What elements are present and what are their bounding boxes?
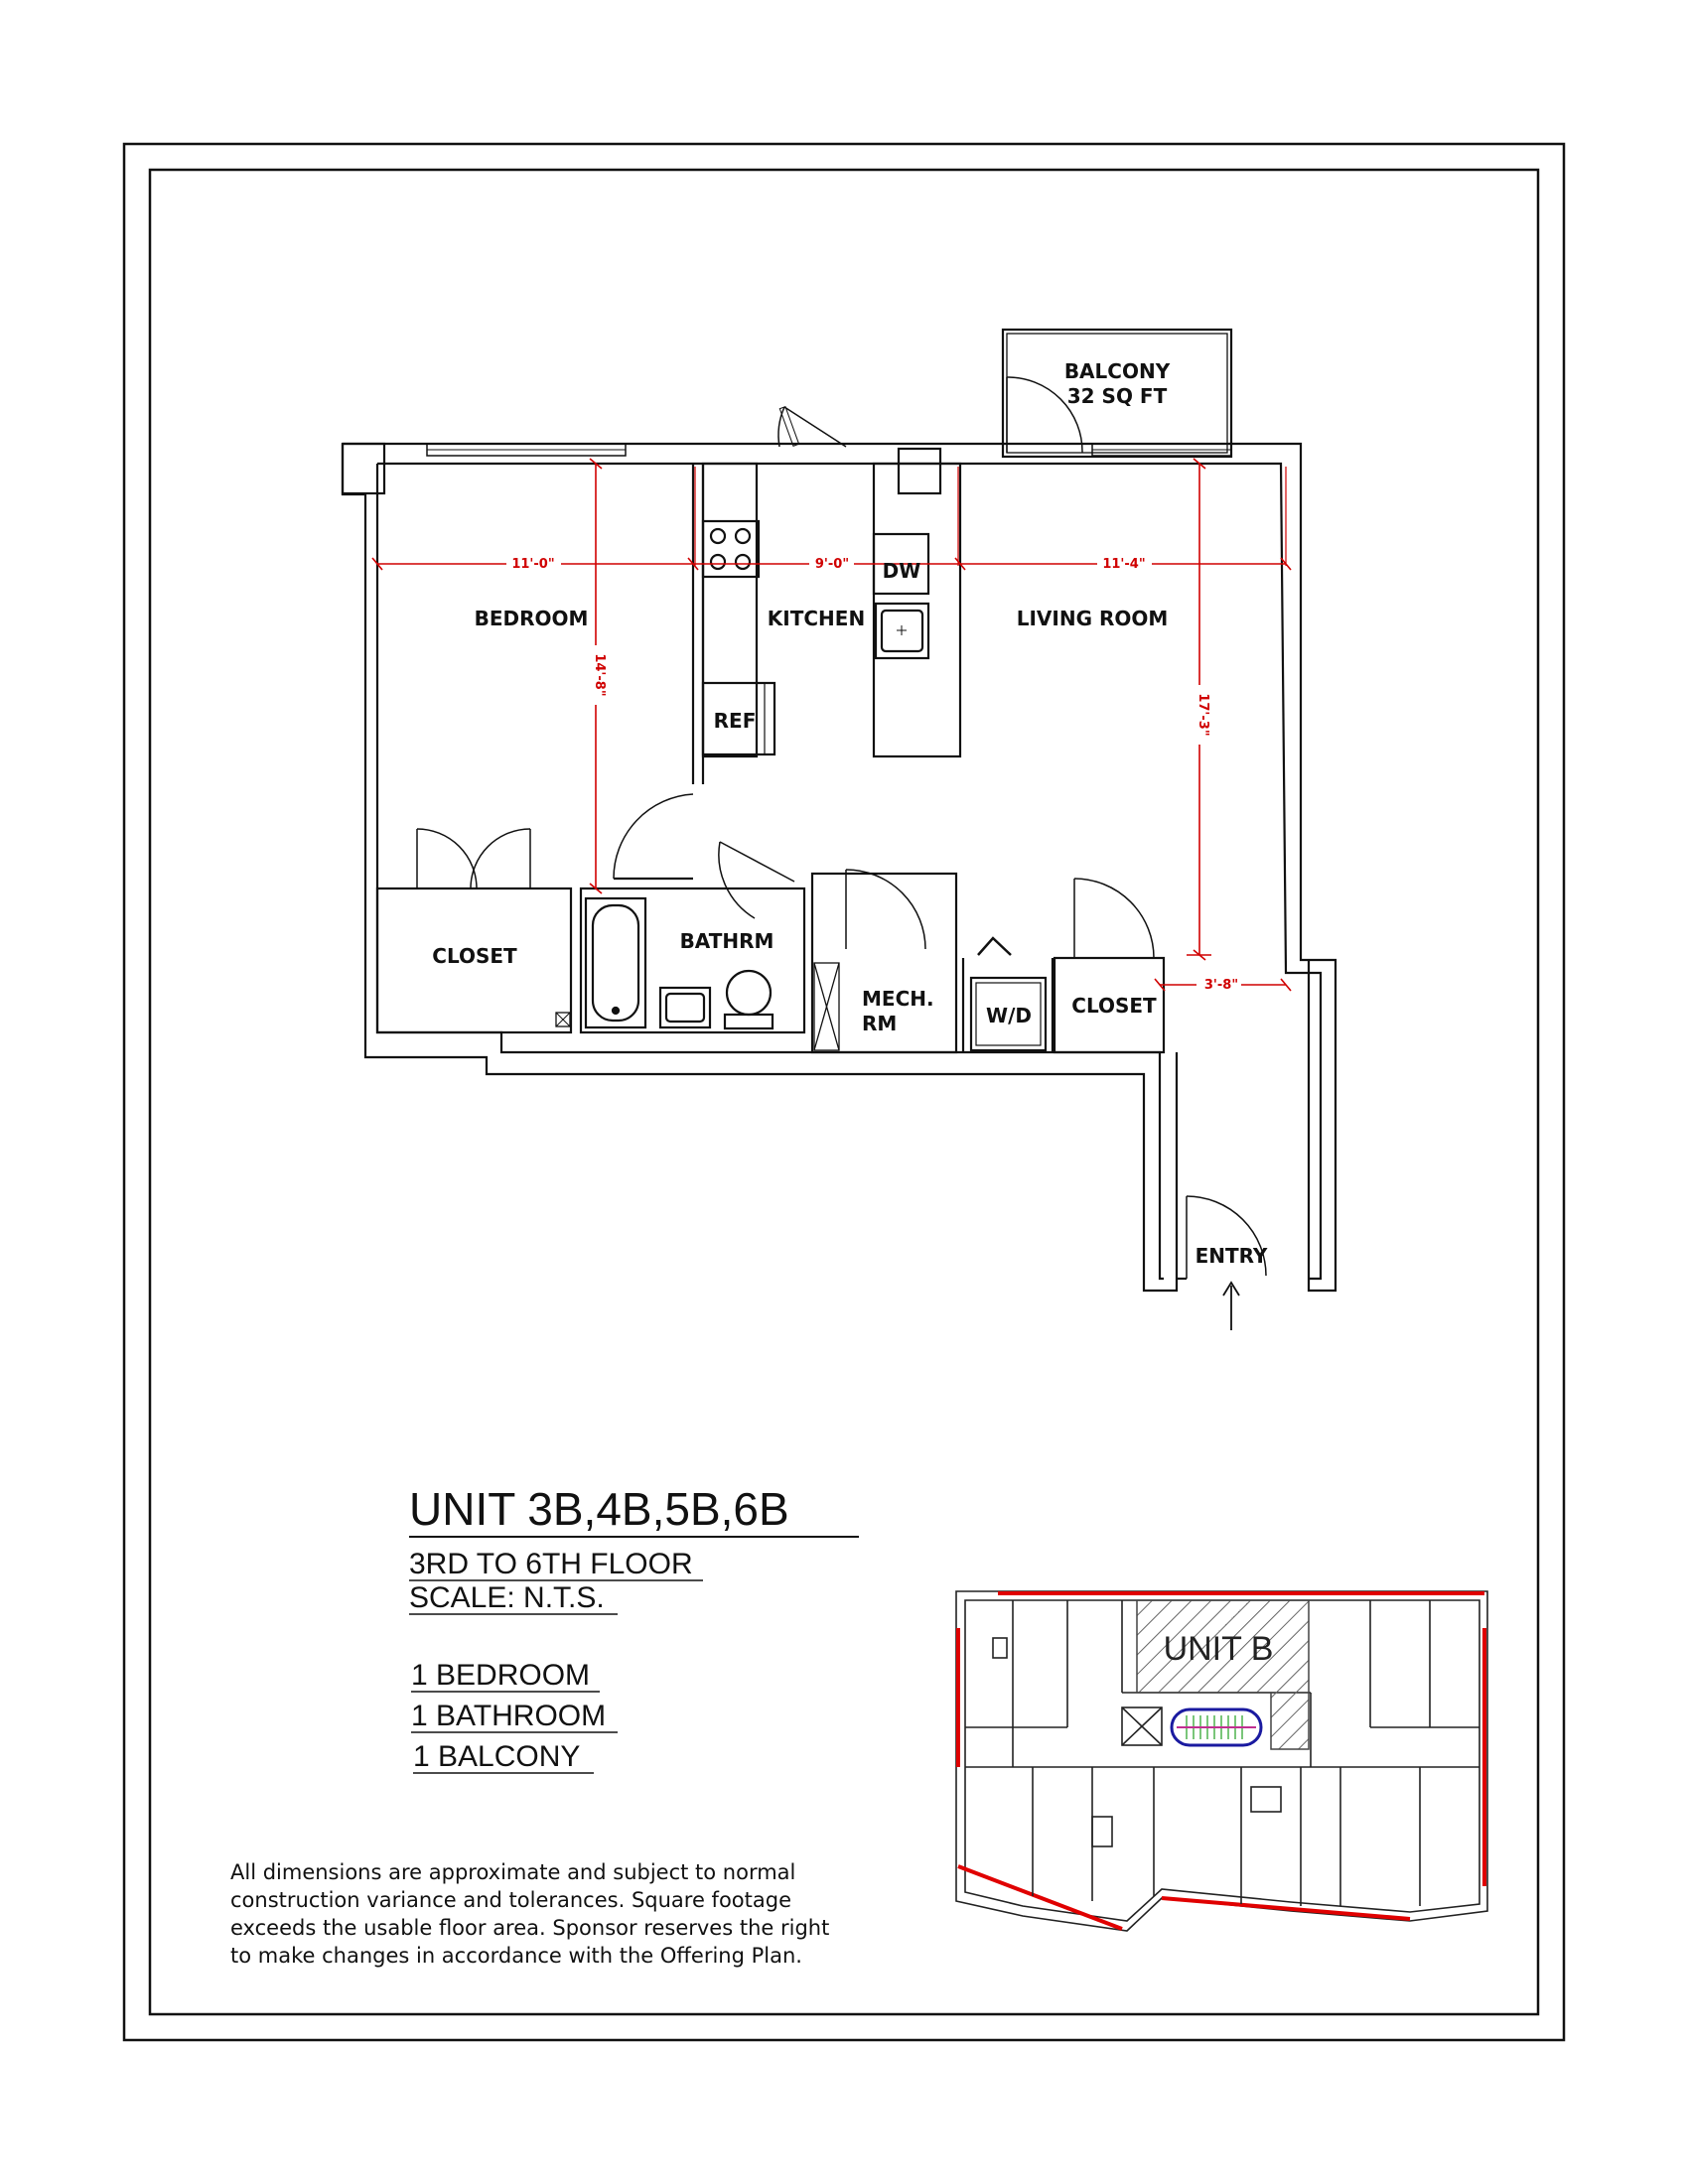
- label-mech-line1: MECH.: [862, 987, 934, 1011]
- label-mech-line2: RM: [862, 1012, 898, 1035]
- sink-icon: [876, 604, 928, 658]
- disclaimer-line: exceeds the usable floor area. Sponsor reserves the right: [230, 1916, 830, 1940]
- floors-text: 3RD TO 6TH FLOOR: [409, 1548, 693, 1580]
- dim-entry-width: 3'-8": [1203, 978, 1239, 993]
- bedroom-door-swing: [614, 794, 693, 879]
- label-dishwasher: DW: [882, 559, 921, 583]
- label-closet-left: CLOSET: [432, 944, 517, 968]
- disclaimer-line: All dimensions are approximate and subject to normal: [230, 1860, 796, 1884]
- label-balcony: BALCONY: [1063, 359, 1171, 383]
- key-plan-stair: [1172, 1709, 1261, 1745]
- mech-equipment-icon: [814, 963, 839, 1050]
- label-washer-dryer: W/D: [986, 1004, 1032, 1027]
- dim-living-depth: 17'-3": [1196, 693, 1210, 737]
- balcony-count: 1 BALCONY: [413, 1740, 581, 1773]
- label-living-room: LIVING ROOM: [1016, 607, 1169, 630]
- dim-living-width: 11'-4": [1102, 557, 1146, 572]
- disclaimer: [230, 1860, 829, 1968]
- closet-left-doors: [417, 829, 530, 888]
- label-balcony-area: 32 SQ FT: [1066, 384, 1168, 408]
- inner-border: [150, 170, 1538, 2014]
- bedroom-count: 1 BEDROOM: [411, 1659, 591, 1692]
- disclaimer-line: construction variance and tolerances. Square footage: [230, 1888, 791, 1912]
- label-refrigerator: REF: [713, 709, 757, 733]
- label-kitchen: KITCHEN: [767, 607, 866, 630]
- kitchen-column: [899, 449, 940, 493]
- bathroom-door-swing: [719, 842, 755, 918]
- stove-icon: [703, 521, 759, 577]
- floor-plan: [343, 330, 1336, 1330]
- dim-bedroom-depth: 14'-8": [592, 653, 607, 697]
- closet-right-door-swing: [1074, 879, 1154, 958]
- bathtub-icon: [586, 898, 645, 1027]
- mech-door-swing: [846, 870, 925, 949]
- label-entry: ENTRY: [1195, 1244, 1268, 1268]
- title-block: [409, 1483, 859, 1773]
- scale-text: SCALE: N.T.S.: [409, 1581, 605, 1614]
- dim-bedroom-width: 11'-0": [511, 557, 555, 572]
- dimension-lines: [372, 459, 1291, 991]
- label-bedroom: BEDROOM: [474, 607, 589, 630]
- key-plan-unit-label: UNIT B: [1163, 1630, 1274, 1668]
- bathroom-count: 1 BATHROOM: [411, 1700, 607, 1732]
- dim-kitchen-width: 9'-0": [814, 557, 850, 572]
- unit-title: UNIT 3B,4B,5B,6B: [409, 1483, 789, 1535]
- exterior-wall-inner: [377, 464, 1164, 1279]
- kitchen-door: [778, 407, 846, 447]
- label-bathroom: BATHRM: [679, 929, 774, 953]
- toilet-icon: [725, 971, 773, 1028]
- label-closet-right: CLOSET: [1071, 994, 1157, 1018]
- bathroom-sink-icon: [660, 988, 710, 1027]
- outer-border: [124, 144, 1564, 2040]
- wd-door-symbol: [978, 938, 1011, 955]
- disclaimer-line: to make changes in accordance with the Offering Plan.: [230, 1944, 802, 1968]
